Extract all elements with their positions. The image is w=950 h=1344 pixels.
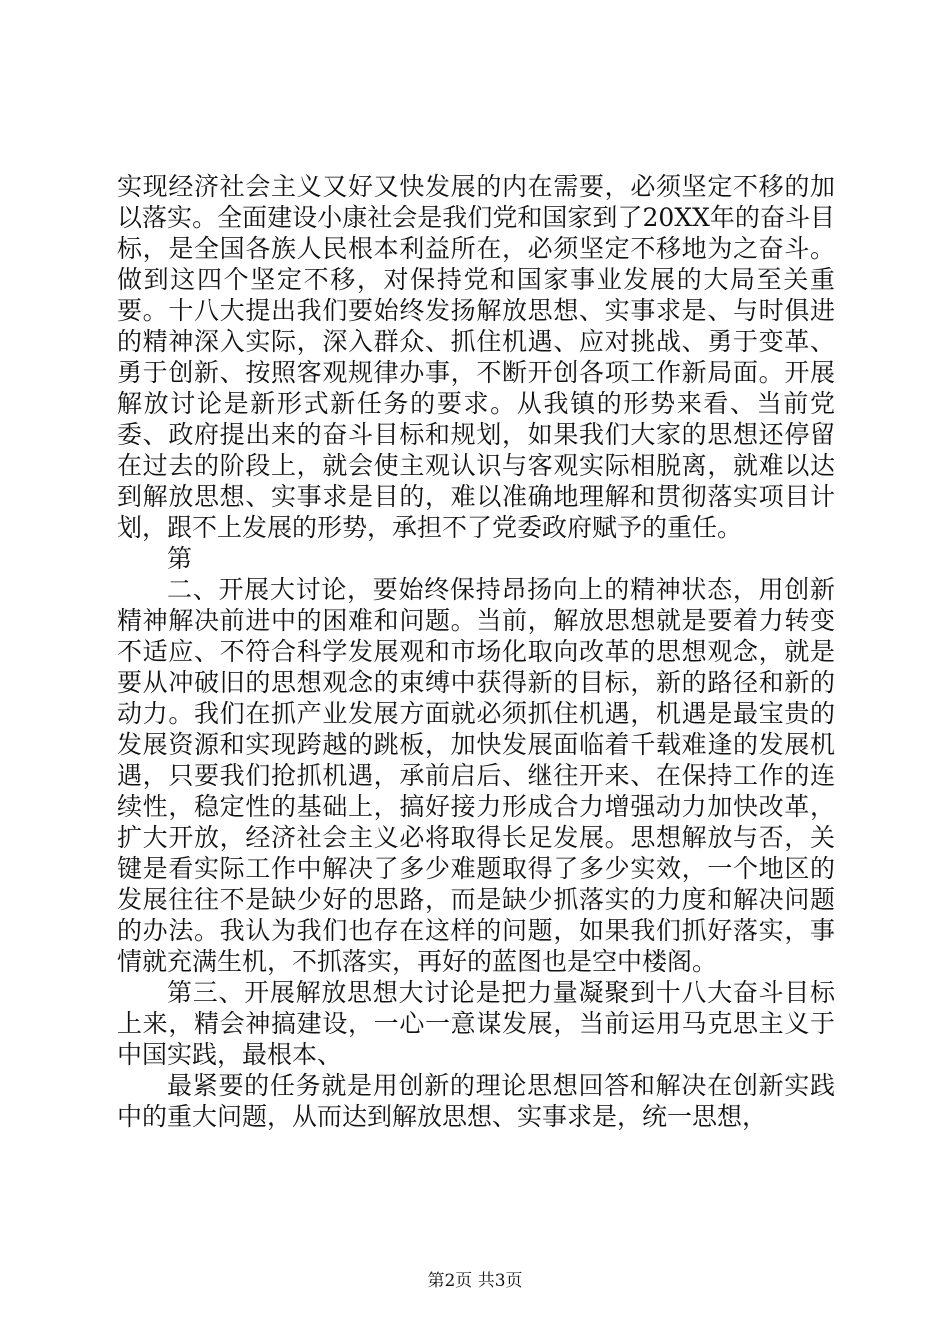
paragraph-3: 二、开展大讨论，要始终保持昂扬向上的精神状态，用创新精神解决前进中的困难和问题。当前，解放思想就是要着力转变不适应、不符合科学发展观和市场化取向改革的思想观念，就是要从冲破旧的思想观念的束缚中获得新的目标，新的路径和新的动力。我们在抓产业发展方面就必须抓住机遇，机遇是最宝贵的发展资源和实现跨越的跳板，加快发展面临着千载难逢的发展机遇，只要我们抢抓机遇，承前启后、继往开来、在保持工作的连续性，稳定性的基础上，搞好接力形成合力增强动力加快改革，扩大开放，经济社会主义必将取得长足发展。思想解放与否，关键是看实际工作中解决了多少难题取得了多少实效，一个地区的发展往往不是缺少好的思路，而是缺少抓落实的力度和解决问题的办法。我认为我们也存在这样的问题，如果我们抓好落实，事情就充满生机，不抓落实，再好的蓝图也是空中楼阁。 xyxy=(117,575,835,976)
document-body xyxy=(117,171,835,1132)
paragraph-2: 第 xyxy=(167,544,193,573)
paragraph-1: 实现经济社会主义又好又快发展的内在需要，必须坚定不移的加以落实。全面建设小康社会是我们党和国家到了20XX年的奋斗目标，是全国各族人民根本利益所在，必须坚定不移地为之奋斗。做到这四个坚定不移，对保持党和国家事业发展的大局至关重要。十八大提出我们要始终发扬解放思想、实事求是、与时俱进的精神深入实际，深入群众、抓住机遇、应对挑战、勇于变革、勇于创新、按照客观规律办事，不断开创各项工作新局面。开展解放讨论是新形式新任务的要求。从我镇的形势来看、当前党委、政府提出来的奋斗目标和规划，如果我们大家的思想还停留在过去的阶段上，就会使主观认识与客观实际相脱离，就难以达到解放思想、实事求是目的，难以准确地理解和贯彻落实项目计划，跟不上发展的形势，承担不了党委政府赋予的重任。 xyxy=(117,172,835,542)
page-footer: 第2页 共3页 xyxy=(427,1271,523,1291)
paragraph-4: 第三、开展解放思想大讨论是把力量凝聚到十八大奋斗目标上来，精会神搞建设，一心一意谋发展，当前运用马克思主义于中国实践，最根本、 xyxy=(117,978,835,1069)
paragraph-5: 最紧要的任务就是用创新的理论思想回答和解决在创新实践中的重大问题，从而达到解放思想、实事求是，统一思想， xyxy=(117,1071,835,1131)
